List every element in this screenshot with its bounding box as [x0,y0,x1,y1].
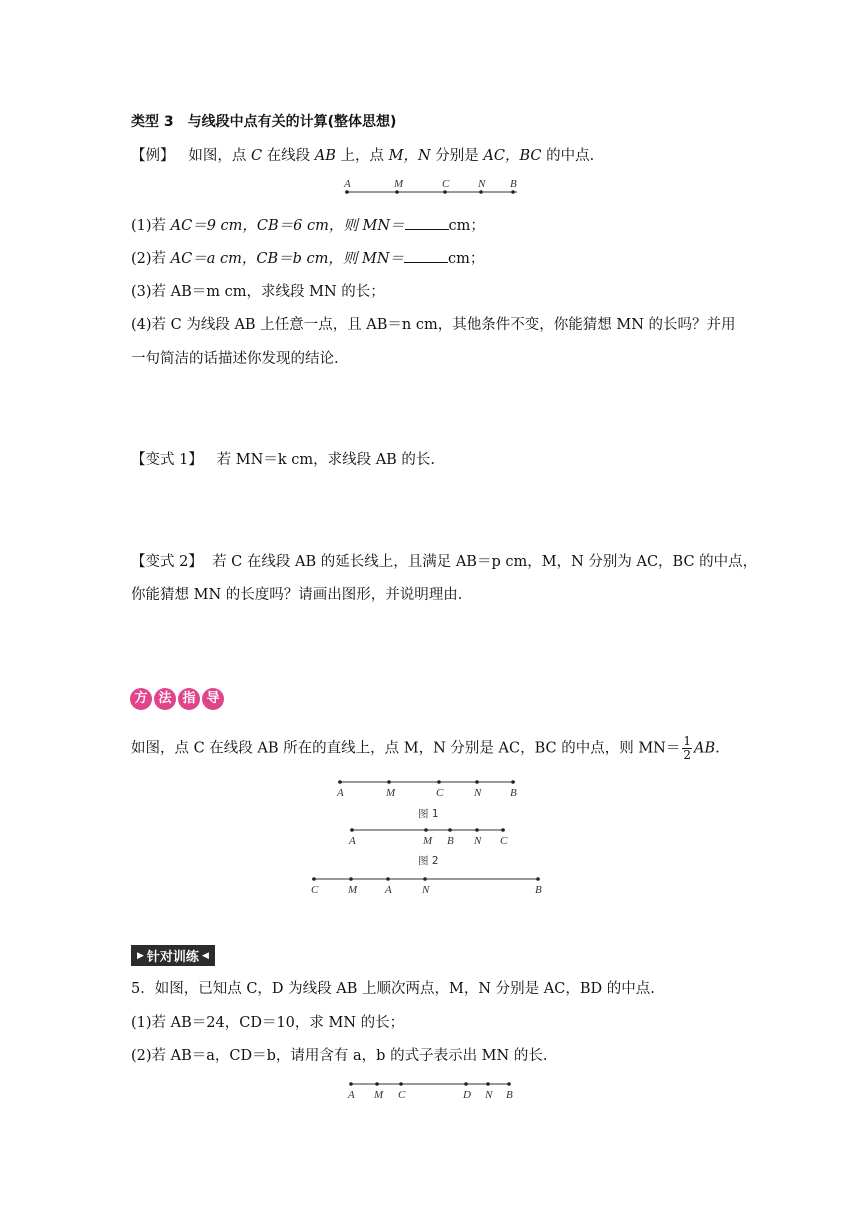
variant-2-label: 【变式 2】 [131,554,203,570]
question-2 [131,248,484,269]
method-text-end: AB. [694,740,720,757]
variant-2-line-2: 你能猜想 MN 的长度吗？请画出图形，并说明理由. [131,587,463,603]
example-intro-text: 如图，点 [188,148,251,164]
method-text-body: 如图，点 C 在线段 AB 所在的直线上，点 M，N 分别是 AC，BC 的中点，则 MN＝ [131,740,681,757]
point-label-n: N [485,1089,493,1101]
variant-2-text: 若 C 在线段 AB 的延长线上，且满足 AB＝p cm，M，N 分别为 AC，BC 的中点， [212,554,758,570]
question-4-line-2: 一句简洁的话描述你发现的结论. [131,351,339,367]
point-b [448,828,452,832]
point-label-b: B [506,1089,513,1101]
example-segment-ab: AB [314,148,336,164]
point-label-a: A [349,835,356,847]
triangle-left-icon: ◀ [201,950,209,961]
point-label-b: B [510,787,517,799]
point-label-a: A [348,1089,355,1101]
point-b [511,780,515,784]
point-label-m: M [386,787,396,799]
example-points-mn: M，N [388,148,431,164]
point-label-n: N [474,787,482,799]
q1-answer-blank[interactable] [405,215,449,230]
point-n [423,877,427,881]
question-4-line-1: (4)若 C 为线段 AB 上任意一点，且 AB＝n cm，其他条件不变，你能猜想 MN 的长吗？并用 [131,317,736,333]
example-intro-text: 上，点 [335,148,389,164]
point-label-b: B [447,835,454,847]
q1-unit: cm； [448,218,485,234]
point-b [536,877,540,881]
point-label-m: M [374,1089,384,1101]
training-label [131,945,215,966]
point-label-b: B [510,178,517,190]
method-text [131,735,720,762]
point-n [475,780,479,784]
point-c [437,780,441,784]
point-a [349,1082,353,1086]
point-label-c: C [500,835,508,847]
fraction-one-half [682,735,692,762]
badge-char: 方 [130,688,152,710]
training-label-text: 针对训练 [146,950,199,965]
example-figure [335,176,525,198]
point-label-m: M [348,884,358,896]
point-label-c: C [311,884,319,896]
q1-prefix: (1)若 [131,218,171,234]
point-label-c: C [436,787,444,799]
variant-1-label: 【变式 1】 [131,452,203,468]
point-label-m: M [423,835,433,847]
q2-body: AC＝a cm，CB＝b cm，则 MN＝ [170,251,405,267]
example-segments: AC，BC [483,148,542,164]
example-intro-text: 分别是 [430,148,484,164]
example-point-c: C [250,148,263,164]
badge-char: 法 [154,688,176,710]
point-d [464,1082,468,1086]
q1-body: AC＝9 cm，CB＝6 cm，则 MN＝ [170,218,405,234]
point-a [386,877,390,881]
question-5-1: (1)若 AB＝24，CD＝10，求 MN 的长； [131,1015,405,1031]
point-label-m: M [394,178,404,190]
badge-char: 导 [202,688,224,710]
point-m [387,780,391,784]
point-n [486,1082,490,1086]
point-label-d: D [463,1089,471,1101]
q2-unit: cm； [448,251,485,267]
figure-2-caption: 图 2 [418,855,439,867]
point-m [395,190,399,194]
q2-prefix: (2)若 [131,251,171,267]
point-a [345,190,349,194]
point-label-a: A [344,178,351,190]
triangle-right-icon: ▶ [137,950,144,961]
example-intro-text: 的中点. [541,148,595,164]
variant-1 [131,450,435,470]
point-label-n: N [422,884,430,896]
point-label-b: B [535,884,542,896]
variant-2-line-1 [131,552,757,572]
point-n [475,828,479,832]
point-label-a: A [385,884,392,896]
example-intro [131,146,594,166]
fraction-numerator: 1 [683,734,691,748]
question-3: (3)若 AB＝m cm，求线段 MN 的长； [131,284,385,300]
method-figures [300,772,560,900]
point-m [349,877,353,881]
point-c [443,190,447,194]
point-m [375,1082,379,1086]
badge-char: 指 [178,688,200,710]
point-c [399,1082,403,1086]
point-n [479,190,483,194]
example-label: 【例】 [131,148,175,164]
point-b [511,190,515,194]
point-label-n: N [474,835,482,847]
method-guide-badge [130,688,224,710]
point-a [350,828,354,832]
example-intro-text: 在线段 [262,148,315,164]
point-label-a: A [337,787,344,799]
question-5: 5．如图，已知点 C，D 为线段 AB 上顺次两点，M，N 分别是 AC，BD 的中点. [131,981,655,997]
variant-1-text: 若 MN＝k cm，求线段 AB 的长. [216,452,436,468]
point-label-n: N [478,178,486,190]
point-m [424,828,428,832]
point-b [507,1082,511,1086]
fraction-denominator: 2 [683,748,691,762]
question-1 [131,215,485,236]
point-label-c: C [398,1089,406,1101]
question-5-2: (2)若 AB＝a，CD＝b，请用含有 a，b 的式子表示出 MN 的长. [131,1048,548,1064]
training-figure [338,1076,528,1104]
point-label-c: C [442,178,450,190]
section-title: 类型 3 与线段中点有关的计算(整体思想) [131,114,397,130]
point-a [338,780,342,784]
figure-1-caption: 图 1 [418,808,439,820]
point-c [501,828,505,832]
point-c [312,877,316,881]
q2-answer-blank[interactable] [404,248,448,263]
